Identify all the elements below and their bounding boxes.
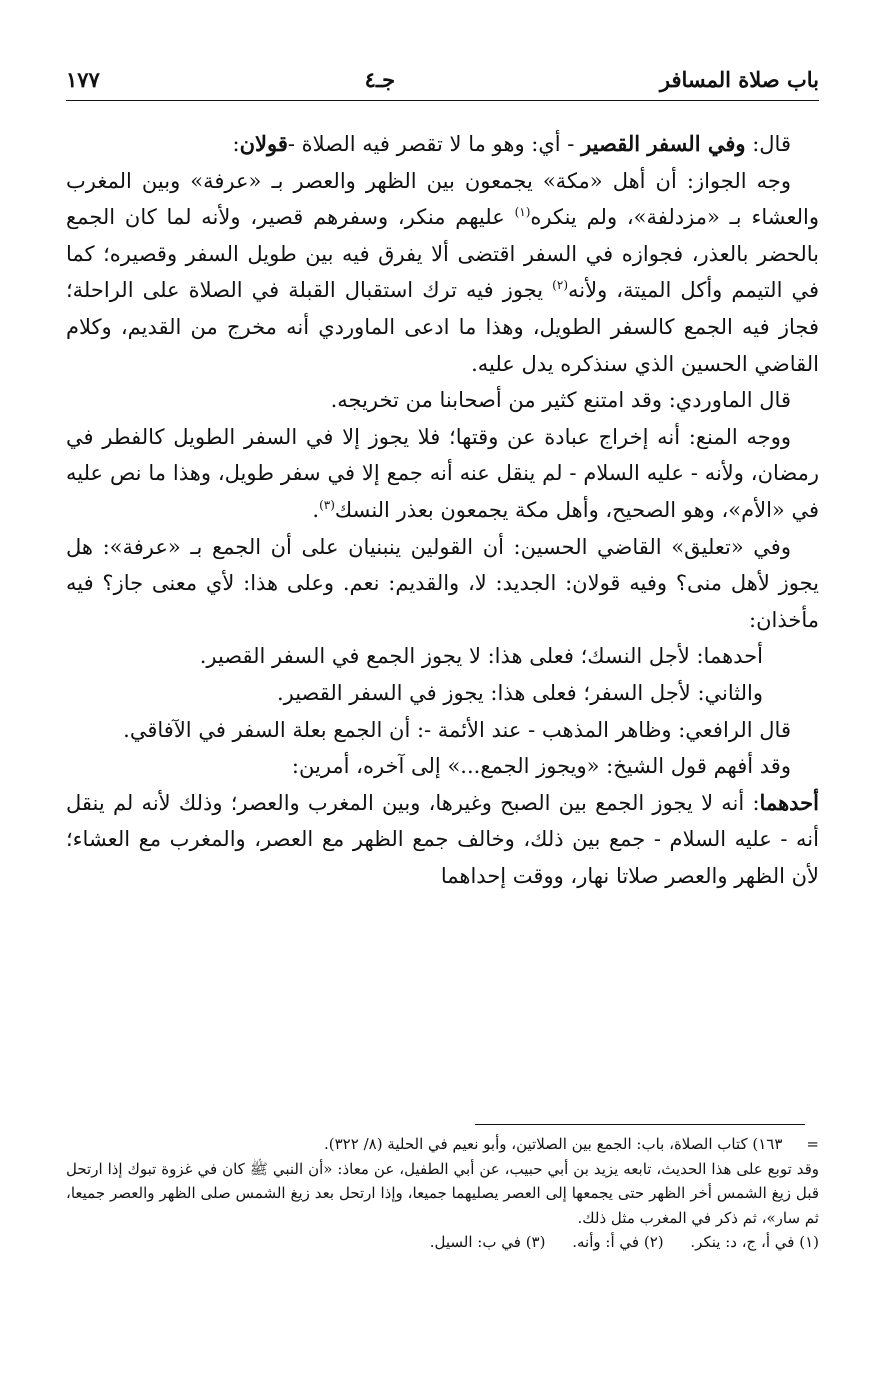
p4-part-a: ووجه المنع: أنه إخراج عبادة عن وقتها؛ فلا يجوز إلا في السفر الطويل كالفطر في رمضان، ولأنه - عليه السلام - لم ينقل عنه أنه جمع إلا في سفر طويل، وهذا ما نص عليه في «الأم»، وهو الصحيح، وأهل مكة يجمعون بعذر النسك: [66, 424, 819, 522]
p10-rest: : أنه لا يجوز الجمع بين الصبح وغيرها، وبين المغرب والعصر؛ وذلك لأنه لم ينقل أنه - عليه السلام - جمع بين ذلك، وخالف جمع الظهر مع العصر، والمغرب مع العشاء؛ لأن الظهر والعصر صلاتا نهار، ووقت إحداهما: [66, 790, 819, 888]
paragraph-8: قال الرافعي: وظاهر المذهب - عند الأئمة -: أن الجمع بعلة السفر في الآفاقي.: [123, 717, 791, 742]
paragraph-1: [66, 126, 819, 163]
footnote-ref-3[interactable]: (٣): [319, 497, 335, 512]
paragraph-2: [66, 163, 819, 383]
paragraph-10: [66, 785, 819, 895]
p1-middle: - أي: وهو ما لا تقصر فيه الصلاة -: [287, 132, 582, 156]
header-rule: [66, 100, 819, 101]
paragraph-5: وفي «تعليق» القاضي الحسين: أن القولين ينبنيان على أن الجمع بـ «عرفة»: هل يجوز لأهل منى؟ وفيه قولان: الجديد: لا، والقديم: نعم. وعلى هذا: لأي معنى جاز؟ فيه مأخذان:: [66, 534, 819, 632]
paragraph-4: [66, 419, 819, 529]
footnote-3: (٣) في ب: السيل.: [429, 1233, 546, 1251]
footnote-line-1: [66, 1132, 819, 1157]
paragraph-7: والثاني: لأجل السفر؛ فعلى هذا: يجوز في السفر القصير.: [276, 680, 763, 705]
p1-end: :: [232, 132, 240, 156]
footnote-refs: [66, 1230, 819, 1255]
paragraph-6: أحدهما: لأجل النسك؛ فعلى هذا: لا يجوز الجمع في السفر القصير.: [199, 644, 763, 669]
footnote-line-2: وقد توبع على هذا الحديث، تابعه يزيد بن أبي حبيب، عن أبي الطفيل، عن معاذ: «أن النبي ﷺ كان في غزوة تبوك إذا ارتحل قبل زيغ الشمس أخر الظهر حتى يجمعها إلى العصر يصليهما جميعا، وإذا ارتحل بعد زيغ الشمس صلى الظهر والعصر جميعا، ثم سار»، ثم ذكر في المغرب مثل ذلك.: [66, 1159, 819, 1227]
continuation-mark: =: [806, 1135, 819, 1153]
paragraph-9: وقد أفهم قول الشيخ: «ويجوز الجمع...» إلى آخره، أمرين:: [291, 754, 791, 779]
paragraph-3: قال الماوردي: وقد امتنع كثير من أصحابنا من تخريجه.: [330, 388, 791, 413]
footnote-ref-1[interactable]: (١): [514, 205, 531, 220]
main-text: [66, 126, 819, 894]
p4-part-b: .: [312, 497, 320, 522]
p2-part-c: يجوز فيه ترك استقبال القبلة في الصلاة على الراحلة؛ فجاز فيه الجمع كالسفر الطويل، وهذا ما ادعى الماوردي أنه مخرج من القديم، وكلام القاضي الحسين الذي سنذكره يدل عليه.: [66, 278, 819, 376]
p1-bold-term: وفي السفر القصير: [581, 131, 746, 156]
volume-number: جـ٤: [364, 67, 396, 92]
p2-part-a: وجه الجواز: أن أهل «مكة» يجمعون بين الظهر والعصر بـ «عرفة» وبين المغرب والعشاء بـ «مزدلفة»، ولم ينكره: [66, 168, 819, 230]
running-head: [66, 60, 819, 94]
footnotes: [66, 1132, 819, 1255]
p1-bold-qawlan: قولان: [239, 131, 288, 156]
footnote-ref-2[interactable]: (٢): [552, 278, 568, 293]
footnote-1: (١) في أ، ج، د: ينكر.: [690, 1233, 819, 1251]
p2-part-b: عليهم منكر، وسفرهم قصير، ولأنه لما كان الجمع بالحضر بالعذر، فجوازه في السفر اقتضى ألا يفرق فيه بين طويل السفر وقصيره؛ كما في التيمم وأكل الميتة، ولأنه: [66, 205, 820, 303]
p10-bold-ahaduhuma: أحدهما: [759, 789, 819, 815]
footnote-rule: [475, 1124, 805, 1125]
chapter-title: باب صلاة المسافر: [659, 67, 819, 92]
footnote-line-1-text: ١٦٣) كتاب الصلاة، باب: الجمع بين الصلاتين، وأبو نعيم في الحلية (٨/ ٣٢٢).: [324, 1135, 783, 1153]
footnote-2: (٢) في أ: وأنه.: [572, 1233, 664, 1251]
page-number: ١٧٧: [66, 67, 100, 92]
p1-intro: قال:: [745, 132, 791, 156]
